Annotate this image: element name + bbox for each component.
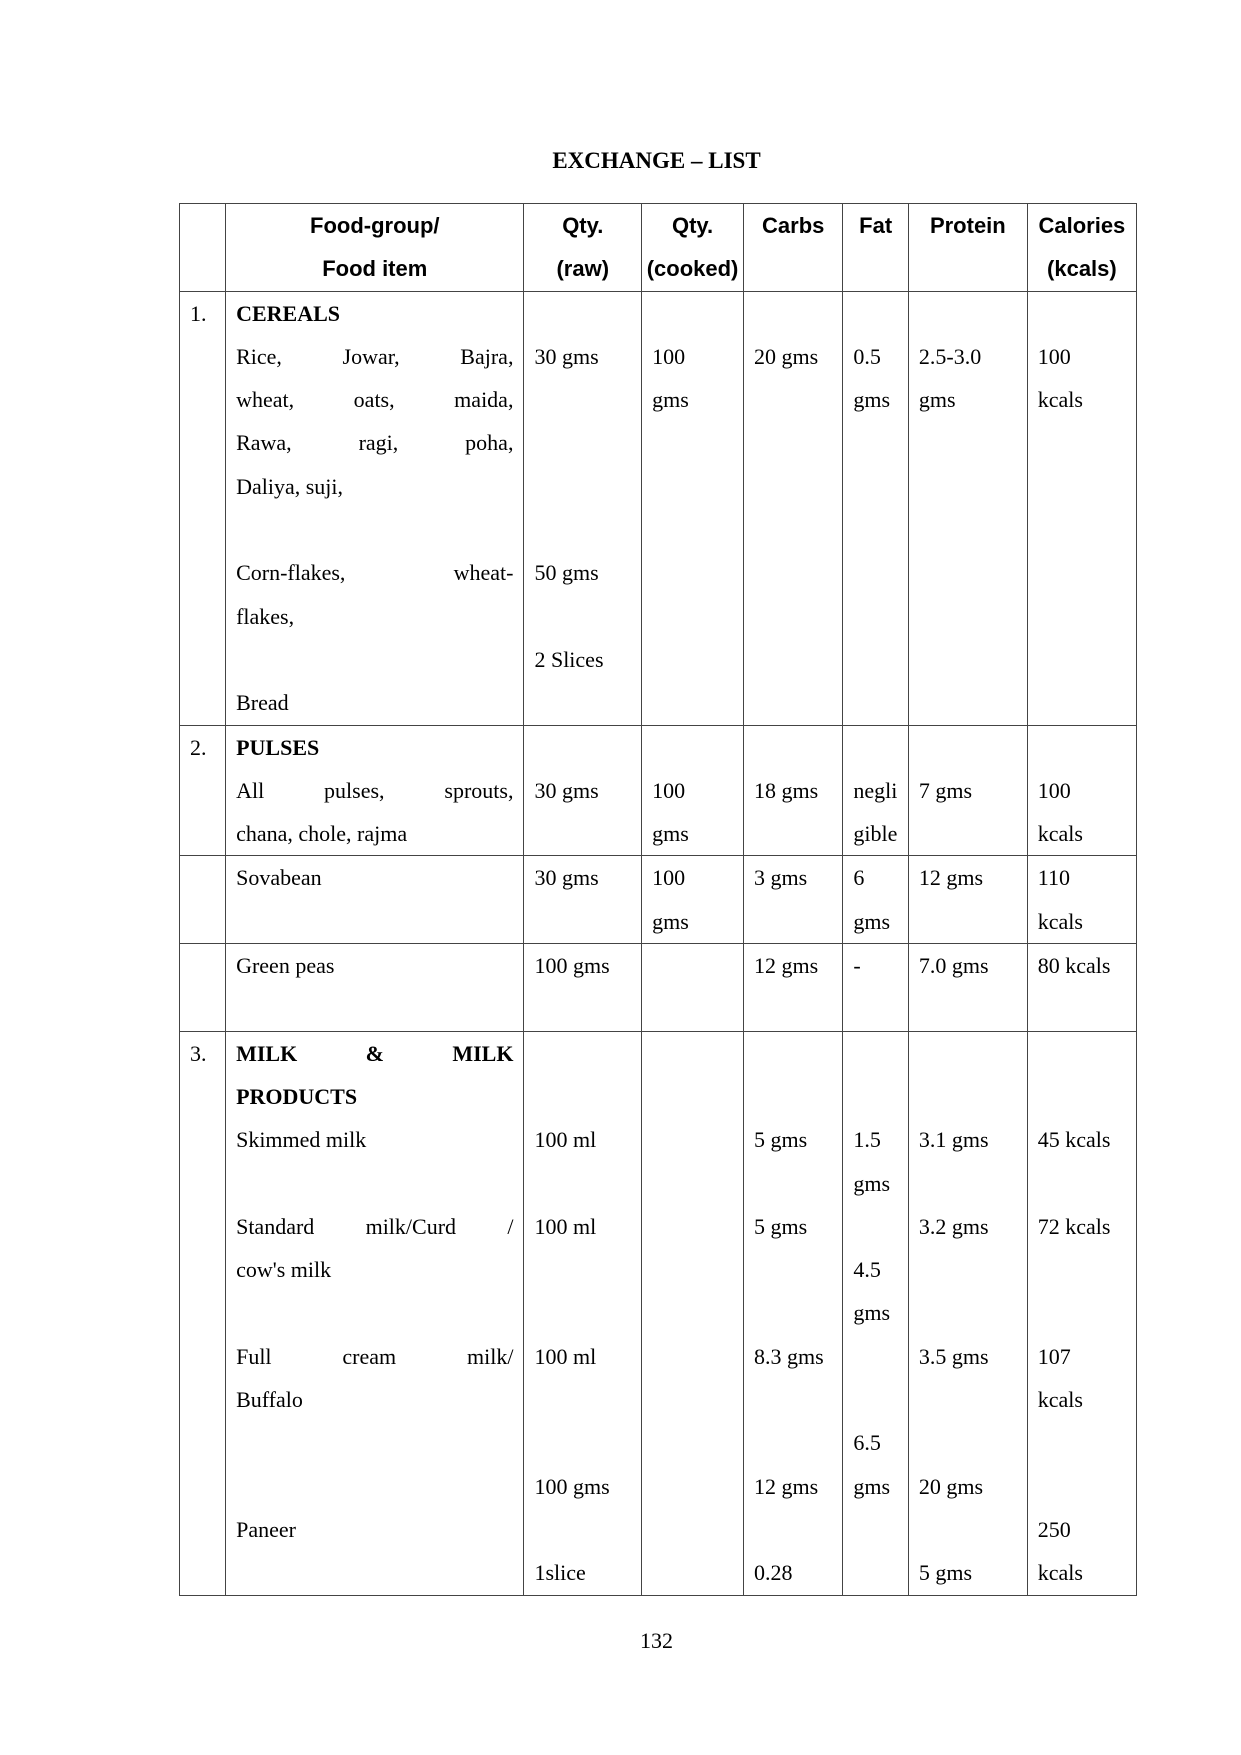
qty-cooked-cell: 100 gms	[642, 291, 744, 725]
fat-cell: 6 gms	[843, 856, 908, 944]
exchange-list-table	[179, 203, 1137, 1596]
calories-cell: 100 kcals	[1027, 291, 1136, 725]
qty-cooked-cell: 100 gms	[642, 856, 744, 944]
calories-cell: 80 kcals	[1027, 944, 1136, 1032]
row-number: 2.	[180, 725, 226, 856]
qty-raw-cell: 30 gms	[524, 856, 642, 944]
qty-cooked-cell: 100 gms	[642, 725, 744, 856]
calories-cell: 100 kcals	[1027, 725, 1136, 856]
fat-cell: negli gible	[843, 725, 908, 856]
header-protein: Protein	[908, 204, 1027, 292]
calories-cell: 110 kcals	[1027, 856, 1136, 944]
qty-raw-cell: 100 gms	[524, 944, 642, 1032]
header-carbs: Carbs	[743, 204, 842, 292]
table-row-pulses	[180, 725, 1137, 856]
protein-cell: 12 gms	[908, 856, 1027, 944]
page-title: EXCHANGE – LIST	[552, 148, 761, 173]
food-item-cell: PULSES All pulses, sprouts, chana, chole, rajma	[226, 725, 524, 856]
fat-cell: -	[843, 944, 908, 1032]
page-number: 132	[640, 1628, 673, 1653]
header-qty-raw: Qty. (raw)	[524, 204, 642, 292]
food-item-cell: CEREALS Rice, Jowar, Bajra, wheat, oats, maida, Rawa, ragi, poha, Daliya, suji, Corn-flakes, wheat- flakes, Bread	[226, 291, 524, 725]
qty-raw-cell: 30 gms 50 gms 2 Slices	[524, 291, 642, 725]
table-row-cereals	[180, 291, 1137, 725]
food-item-cell: Green peas	[226, 944, 524, 1032]
header-no	[180, 204, 226, 292]
qty-raw-cell: 30 gms	[524, 725, 642, 856]
header-row	[180, 204, 1137, 292]
protein-cell: 7.0 gms	[908, 944, 1027, 1032]
header-food-group: Food-group/ Food item	[226, 204, 524, 292]
row-number	[180, 856, 226, 944]
fat-cell: 0.5 gms	[843, 291, 908, 725]
row-number: 3.	[180, 1031, 226, 1595]
carbs-cell: 18 gms	[743, 725, 842, 856]
table-row-milk	[180, 1031, 1137, 1595]
qty-cooked-cell	[642, 944, 744, 1032]
protein-cell: 7 gms	[908, 725, 1027, 856]
carbs-cell: 12 gms	[743, 944, 842, 1032]
food-item-cell: Sovabean	[226, 856, 524, 944]
row-number	[180, 944, 226, 1032]
fat-cell: 1.5 gms 4.5 gms 6.5 gms	[843, 1031, 908, 1595]
header-calories: Calories (kcals)	[1027, 204, 1136, 292]
calories-cell: 45 kcals 72 kcals 107 kcals 250 kcals	[1027, 1031, 1136, 1595]
carbs-cell: 5 gms 5 gms 8.3 gms 12 gms 0.28	[743, 1031, 842, 1595]
qty-raw-cell: 100 ml 100 ml 100 ml 100 gms 1slice	[524, 1031, 642, 1595]
table-row-green-peas	[180, 944, 1137, 1032]
row-number: 1.	[180, 291, 226, 725]
table-row-soyabean	[180, 856, 1137, 944]
food-item-cell: MILK & MILK PRODUCTS Skimmed milk Standard milk/Curd / cow's milk Full cream milk/ Buffalo Paneer	[226, 1031, 524, 1595]
qty-cooked-cell	[642, 1031, 744, 1595]
header-qty-cooked: Qty. (cooked)	[642, 204, 744, 292]
header-fat: Fat	[843, 204, 908, 292]
carbs-cell: 3 gms	[743, 856, 842, 944]
protein-cell: 3.1 gms 3.2 gms 3.5 gms 20 gms 5 gms	[908, 1031, 1027, 1595]
protein-cell: 2.5-3.0 gms	[908, 291, 1027, 725]
carbs-cell: 20 gms	[743, 291, 842, 725]
